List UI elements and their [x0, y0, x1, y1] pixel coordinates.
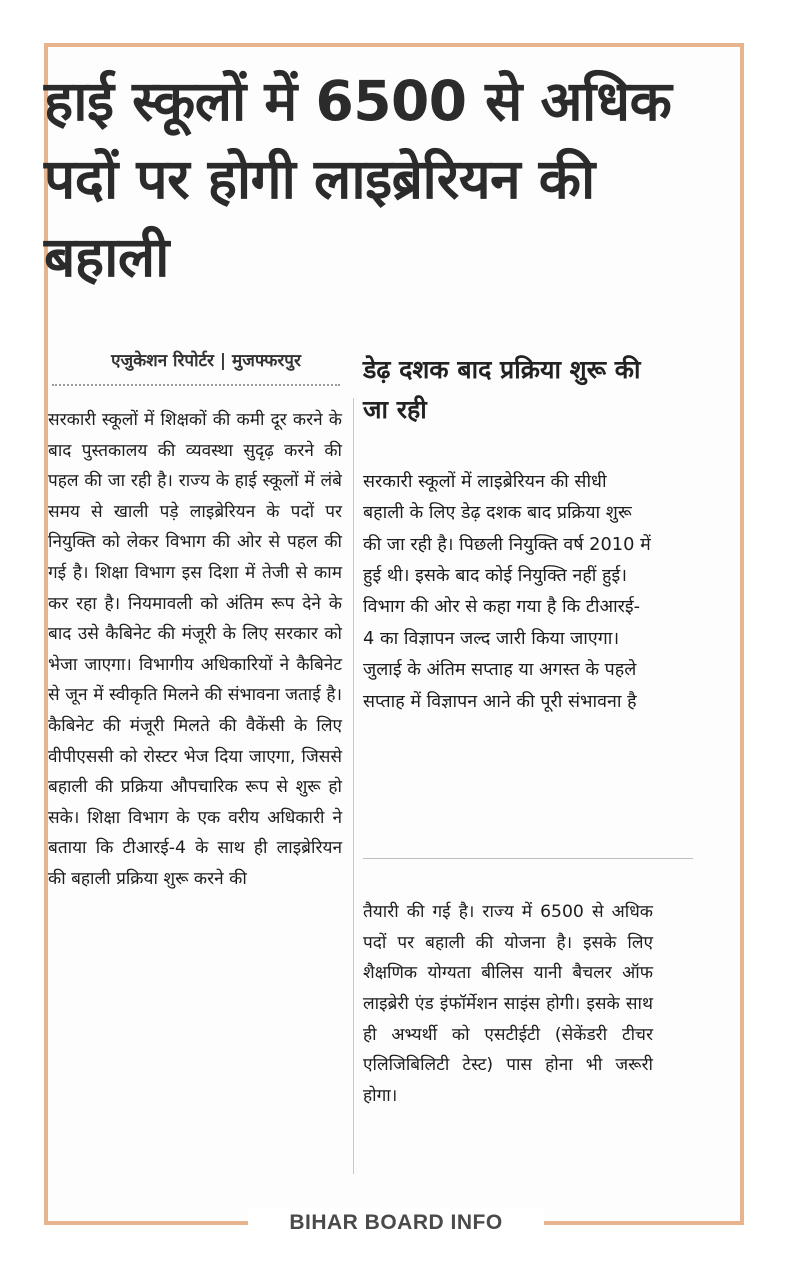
right-column-bottom: [363, 880, 653, 1129]
byline: एजुकेशन रिपोर्टर | मुजफ्फरपुर: [111, 351, 301, 371]
right-column-top: [363, 448, 653, 735]
right-column-top-text: सरकारी स्कूलों में लाइब्रेरियन की सीधी बहाली के लिए डेढ़ दशक बाद प्रक्रिया शुरू की जा रही है। पिछली नियुक्ति वर्ष 2010 में हुई थी। इसके बाद कोई नियुक्ति नहीं हुई। विभाग की ओर से कहा गया है कि टीआरई- 4 का विज्ञापन जल्द जारी किया जाएगा। जुलाई के अंतिम सप्ताह या अगस्त के पहले सप्ताह में विज्ञापन आने की पूरी संभावना है: [363, 470, 651, 712]
left-column: [48, 405, 342, 895]
right-column-bottom-text: तैयारी की गई है। राज्य में 6500 से अधिक पदों पर बहाली की योजना है। इसके लिए शैक्षणिक योग्यता बीलिस यानी बैचलर ऑफ लाइब्रेरी एंड इंफॉर्मेशन साइंस होगी। इसके साथ ही अभ्यर्थी को एसटीईटी (सेकेंडरी टीचर एलिजिबिलिटी टेस्ट) पास होना भी जरूरी होगा।: [363, 902, 653, 1106]
right-column-divider: [363, 858, 693, 859]
left-column-text: सरकारी स्कूलों में शिक्षकों की कमी दूर करने के बाद पुस्तकालय की व्यवस्था सुदृढ़ करने की पहल की जा रही है। राज्य के हाई स्कूलों में लंबे समय से खाली पड़े लाइब्रेरियन के पदों पर नियुक्ति को लेकर विभाग की ओर से पहल की गई है। शिक्षा विभाग इस दिशा में तेजी से काम कर रहा है। नियमावली को अंतिम रूप देने के बाद उसे कैबिनेट की मंजूरी के लिए सरकार को भेजा जाएगा। विभागीय अधिकारियों ने कैबिनेट से जून में स्वीकृति मिलने की संभावना जताई है। कैबिनेट की मंजूरी मिलते की वैकेंसी के लिए वीपीएससी को रोस्टर भेज दिया जाएगा, जिससे बहाली की प्रक्रिया औपचारिक रूप से शुरू हो सके। शिक्षा विभाग के एक वरीय अधिकारी ने बताया कि टीआरई-4 के साथ ही लाइब्रेरियन की बहाली प्रक्रिया शुरू करने की: [48, 410, 342, 889]
column-divider: [353, 398, 354, 1174]
subheading: डेढ़ दशक बाद प्रक्रिया शुरू की जा रही: [363, 355, 641, 424]
watermark: BIHAR BOARD INFO: [248, 1208, 544, 1238]
byline-divider: [52, 384, 340, 386]
headline: हाई स्कूलों में 6500 से अधिक पदों पर होगी लाइब्रेरियन की बहाली: [44, 69, 672, 289]
